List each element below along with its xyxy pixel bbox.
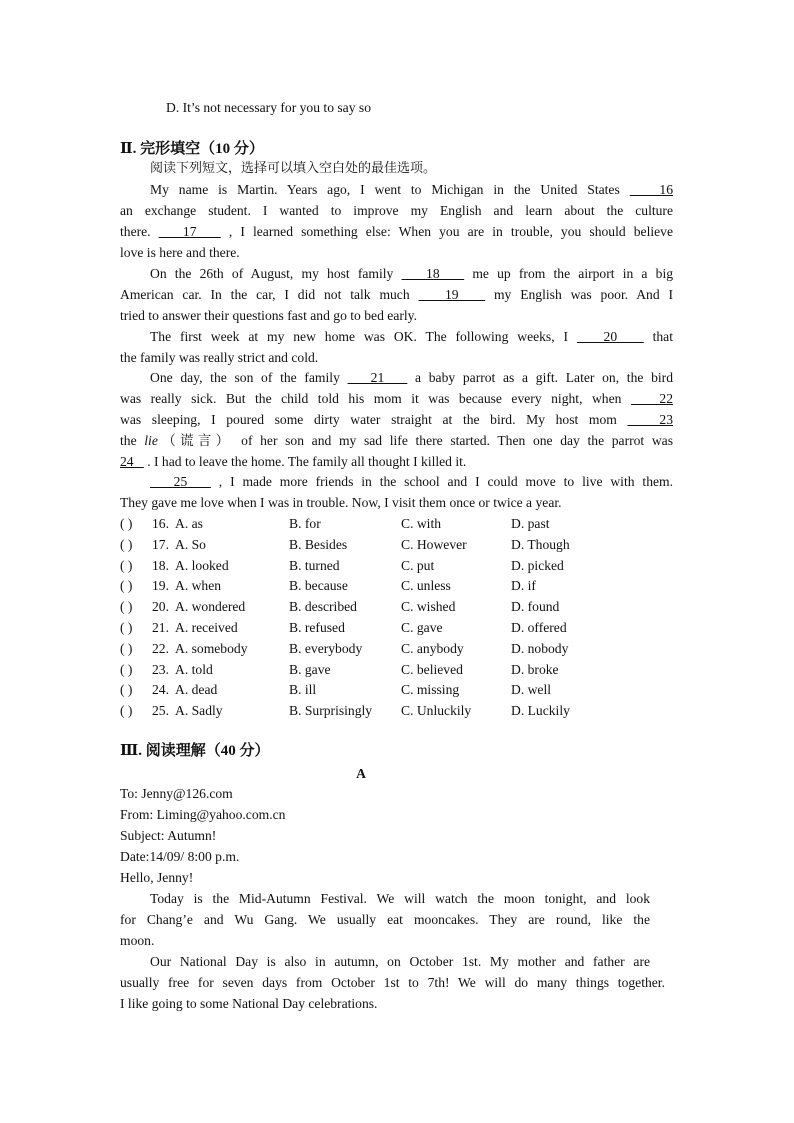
option-b: B. because (289, 578, 348, 593)
option-a: A. as (175, 516, 203, 531)
passage-line: 24 . I had to leave the home. The family all thought I killed it. (120, 454, 467, 469)
cloze-blank: 20 (576, 329, 644, 344)
section-2-instruction: 阅读下列短文，选择可以填入空白处的最佳选项。 (150, 161, 437, 176)
email-line: Today is the Mid-Autumn Festival. We will watch the moon tonight, and look (150, 891, 650, 906)
option-a: A. wondered (175, 599, 246, 614)
option-a: A. when (175, 578, 222, 593)
section-3-title: Ⅲ. 阅读理解（40 分） (120, 743, 270, 759)
question-number: 18. (152, 558, 169, 573)
option-c: C. Unluckily (401, 703, 472, 718)
option-c: C. wished (401, 599, 456, 614)
answer-bracket: ( ) (120, 641, 133, 656)
option-c: C. with (401, 516, 442, 531)
cloze-blank: 25 (150, 474, 211, 489)
option-d-previous: D. It’s not necessary for you to say so (166, 100, 372, 115)
option-b: B. ill (289, 682, 317, 697)
option-c: C. unless (401, 578, 451, 593)
option-b: B. for (289, 516, 321, 531)
cloze-blank: 22 (630, 391, 673, 406)
email-to: To: Jenny@126.com (120, 786, 233, 801)
option-c: C. put (401, 558, 435, 573)
passage-line: an exchange student. I wanted to improve my English and learn about the culture (120, 203, 673, 218)
option-c: C. anybody (401, 641, 464, 656)
option-d: D. found (511, 599, 560, 614)
question-number: 17. (152, 537, 169, 552)
option-d: D. nobody (511, 641, 569, 656)
passage-line: 25 , I made more friends in the school and I could move to live with them. (150, 474, 673, 489)
email-line: moon. (120, 933, 155, 948)
passage-line: American car. In the car, I did not talk much 19 my English was poor. And I (120, 287, 673, 302)
option-a: A. received (175, 620, 238, 635)
passage-line: One day, the son of the family 21 a baby parrot as a gift. Later on, the bird (150, 370, 673, 385)
passage-line: was really sick. But the child told his mom it was because every night, when 22 (120, 391, 673, 406)
passage-line: love is here and there. (120, 245, 240, 260)
answer-bracket: ( ) (120, 703, 133, 718)
email-line: usually free for seven days from October 1st to 7th! We will do many things together. (120, 975, 665, 990)
passage-line: the lie（谎言） of her son and my sad life there started. Then one day the parrot was (120, 433, 673, 448)
option-c: C. However (401, 537, 467, 552)
cloze-blank: 23 (627, 412, 673, 427)
option-b: B. gave (289, 662, 331, 677)
answer-bracket: ( ) (120, 516, 133, 531)
option-a: A. somebody (175, 641, 248, 656)
option-a: A. Sadly (175, 703, 223, 718)
option-b: B. turned (289, 558, 340, 573)
answer-bracket: ( ) (120, 682, 133, 697)
answer-bracket: ( ) (120, 662, 133, 677)
answer-bracket: ( ) (120, 578, 133, 593)
option-d: D. picked (511, 558, 564, 573)
option-c: C. gave (401, 620, 443, 635)
cloze-blank: 16 (629, 182, 673, 197)
passage-line: the family was really strict and cold. (120, 350, 319, 365)
passage-line: The first week at my new home was OK. The following weeks, I 20 that (150, 329, 673, 344)
question-number: 16. (152, 516, 169, 531)
passage-italic-word: lie (144, 433, 158, 448)
question-number: 21. (152, 620, 169, 635)
email-from: From: Liming@yahoo.com.cn (120, 807, 286, 822)
passage-label: A (356, 766, 366, 781)
email-date: Date:14/09/ 8:00 p.m. (120, 849, 240, 864)
question-number: 24. (152, 682, 169, 697)
option-b: B. everybody (289, 641, 363, 656)
option-c: C. missing (401, 682, 460, 697)
option-a: A. told (175, 662, 213, 677)
email-greeting: Hello, Jenny! (120, 870, 194, 885)
answer-bracket: ( ) (120, 599, 133, 614)
cloze-blank: 19 (418, 287, 486, 302)
email-line: Our National Day is also in autumn, on October 1st. My mother and father are (150, 954, 650, 969)
option-a: A. So (175, 537, 206, 552)
cloze-blank: 17 (158, 224, 221, 239)
option-b: B. Besides (289, 537, 348, 552)
passage-line: On the 26th of August, my host family 18 me up from the airport in a big (150, 266, 674, 281)
option-d: D. Though (511, 537, 570, 552)
option-d: D. past (511, 516, 550, 531)
option-b: B. Surprisingly (289, 703, 373, 718)
passage-line: My name is Martin. Years ago, I went to Michigan in the United States 16 (150, 182, 673, 197)
question-number: 25. (152, 703, 169, 718)
cloze-blank: 24 (120, 454, 144, 469)
option-c: C. believed (401, 662, 463, 677)
option-b: B. refused (289, 620, 345, 635)
cloze-blank: 21 (347, 370, 408, 385)
question-number: 22. (152, 641, 169, 656)
answer-bracket: ( ) (120, 558, 133, 573)
passage-line: was sleeping, I poured some dirty water straight at the bird. My host mom 23 (120, 412, 673, 427)
answer-bracket: ( ) (120, 620, 133, 635)
option-b: B. described (289, 599, 357, 614)
question-number: 23. (152, 662, 169, 677)
option-d: D. Luckily (511, 703, 570, 718)
section-2-title: Ⅱ. 完形填空（10 分） (120, 141, 264, 157)
option-d: D. broke (511, 662, 559, 677)
option-a: A. looked (175, 558, 229, 573)
email-line: for Chang’e and Wu Gang. We usually eat mooncakes. They are round, like the (120, 912, 650, 927)
email-subject: Subject: Autumn! (120, 828, 217, 843)
passage-line: there. 17 , I learned something else: When you are in trouble, you should believe (120, 224, 673, 239)
question-number: 19. (152, 578, 169, 593)
answer-bracket: ( ) (120, 537, 133, 552)
option-d: D. if (511, 578, 536, 593)
passage-line: tried to answer their questions fast and go to bed early. (120, 308, 417, 323)
question-number: 20. (152, 599, 169, 614)
cloze-blank: 18 (401, 266, 465, 281)
option-d: D. offered (511, 620, 567, 635)
option-a: A. dead (175, 682, 218, 697)
email-line: I like going to some National Day celebrations. (120, 996, 378, 1011)
option-d: D. well (511, 682, 552, 697)
passage-line: They gave me love when I was in trouble. Now, I visit them once or twice a year. (120, 495, 562, 510)
